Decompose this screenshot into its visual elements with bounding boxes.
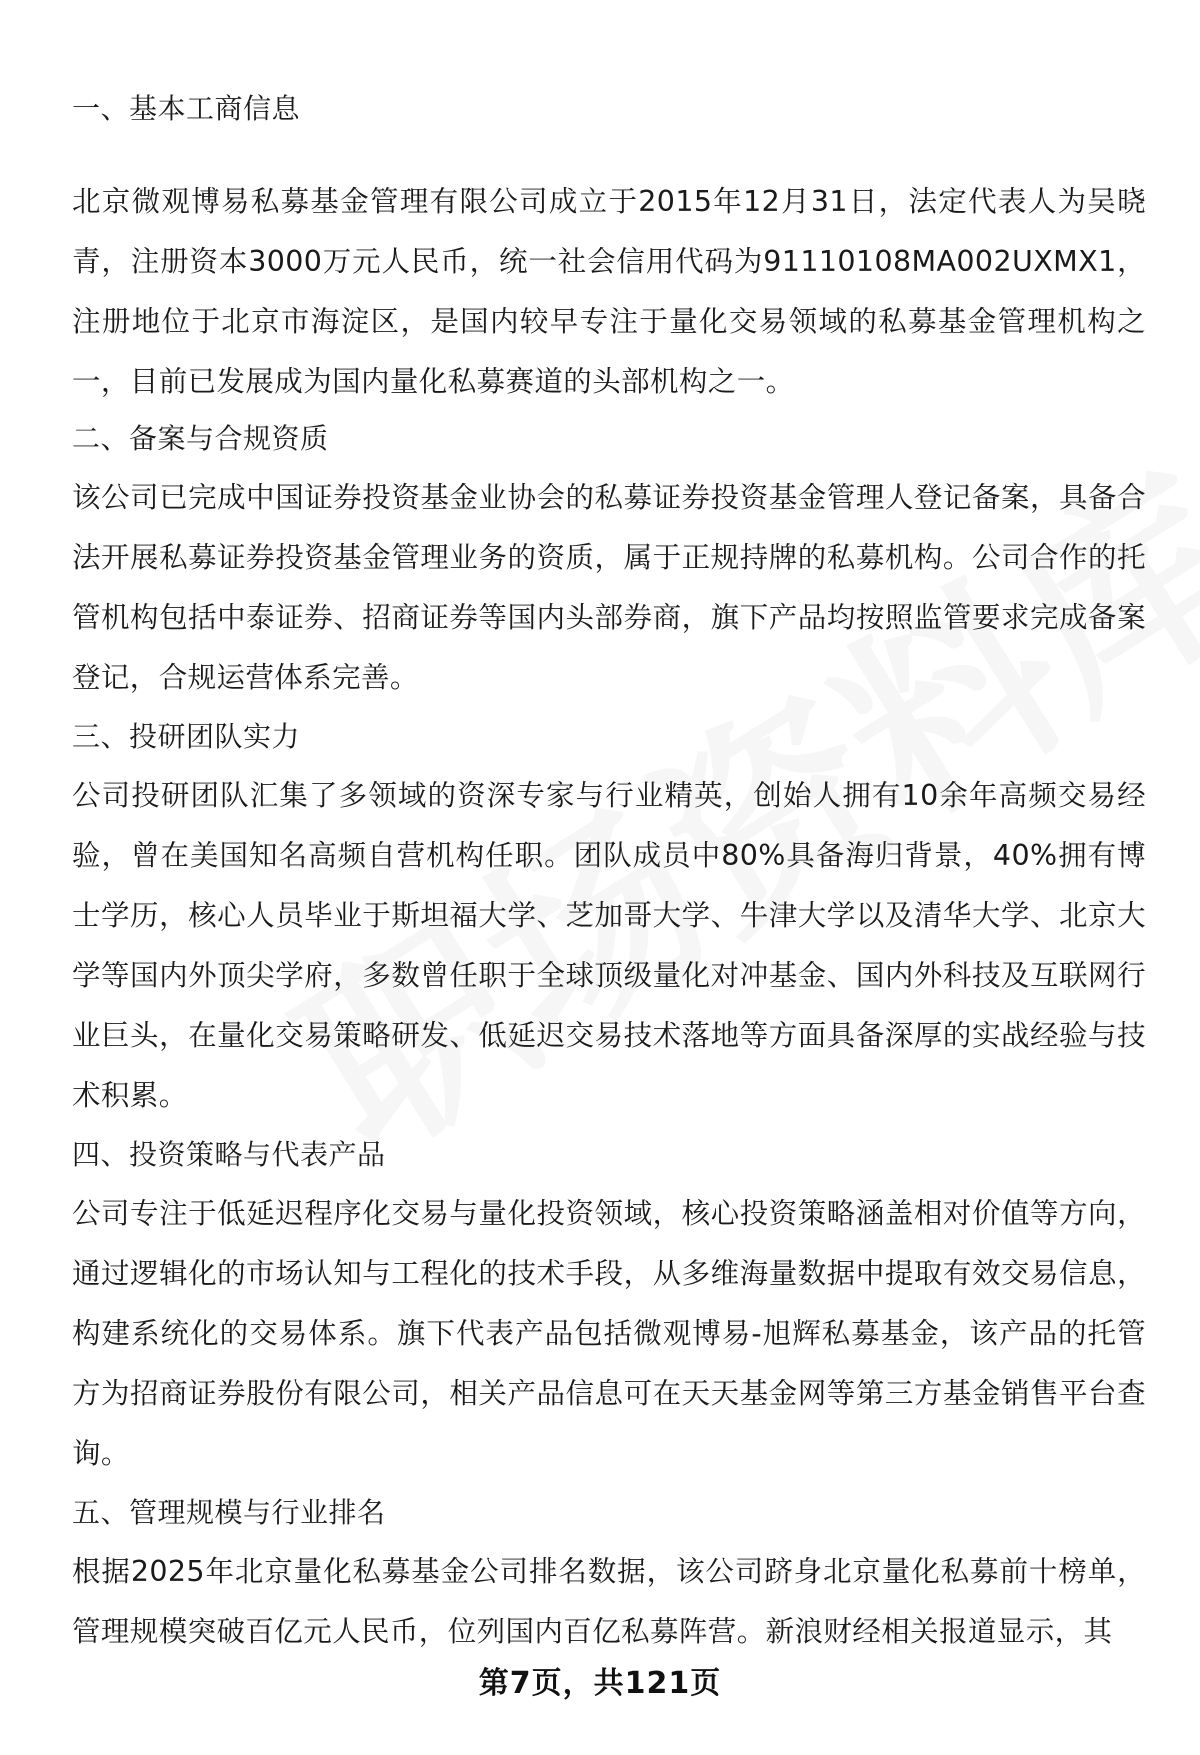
section-body-compliance: 该公司已完成中国证券投资基金业协会的私募证券投资基金管理人登记备案，具备合法开展私募证券投资基金管理业务的资质，属于正规持牌的私募机构。公司合作的托管机构包括中泰证券、招商证券等国内头部券商，旗下产品均按照监管要求完成备案登记，合规运营体系完善。: [72, 481, 1146, 694]
section-heading-basic-info: 一、基本工商信息: [72, 92, 301, 125]
section-heading-strategy: 四、投资策略与代表产品: [72, 1138, 386, 1171]
section-body-research-team: 公司投研团队汇集了多领域的资深专家与行业精英，创始人拥有10余年高频交易经验，曾在美国知名高频自营机构任职。团队成员中80%具备海归背景，40%拥有博士学历，核心人员毕业于斯坦福大学、芝加哥大学、牛津大学以及清华大学、北京大学等国内外顶尖学府，多数曾任职于全球顶级量化对冲基金、国内外科技及互联网行业巨头，在量化交易策略研发、低延迟交易技术落地等方面具备深厚的实战经验与技术积累。: [72, 779, 1146, 1112]
section-body-strategy: 公司专注于低延迟程序化交易与量化投资领域，核心投资策略涵盖相对价值等方向，通过逻辑化的市场认知与工程化的技术手段，从多维海量数据中提取有效交易信息，构建系统化的交易体系。旗下代表产品包括微观博易-旭辉私募基金，该产品的托管方为招商证券股份有限公司，相关产品信息可在天天基金网等第三方基金销售平台查询。: [72, 1197, 1146, 1470]
page-number-footer: 第7页，共121页: [478, 1666, 722, 1701]
section-heading-research-team: 三、投研团队实力: [72, 720, 301, 753]
section-heading-scale-ranking: 五、管理规模与行业排名: [72, 1496, 386, 1529]
section-body-basic-info: 北京微观博易私募基金管理有限公司成立于2015年12月31日，法定代表人为吴晓青，注册资本3000万元人民币，统一社会信用代码为91110108MA002UXMX1，注册地位于北京市海淀区，是国内较早专注于量化交易领域的私募基金管理机构之一，目前已发展成为国内量化私募赛道的头部机构之一。: [72, 185, 1146, 398]
document-body: [72, 80, 1146, 1662]
section-heading-compliance: 二、备案与合规资质: [72, 422, 329, 455]
section-body-scale-ranking: 根据2025年北京量化私募基金公司排名数据，该公司跻身北京量化私募前十榜单，管理规模突破百亿元人民币，位列国内百亿私募阵营。新浪财经相关报道显示，其: [72, 1555, 1146, 1648]
